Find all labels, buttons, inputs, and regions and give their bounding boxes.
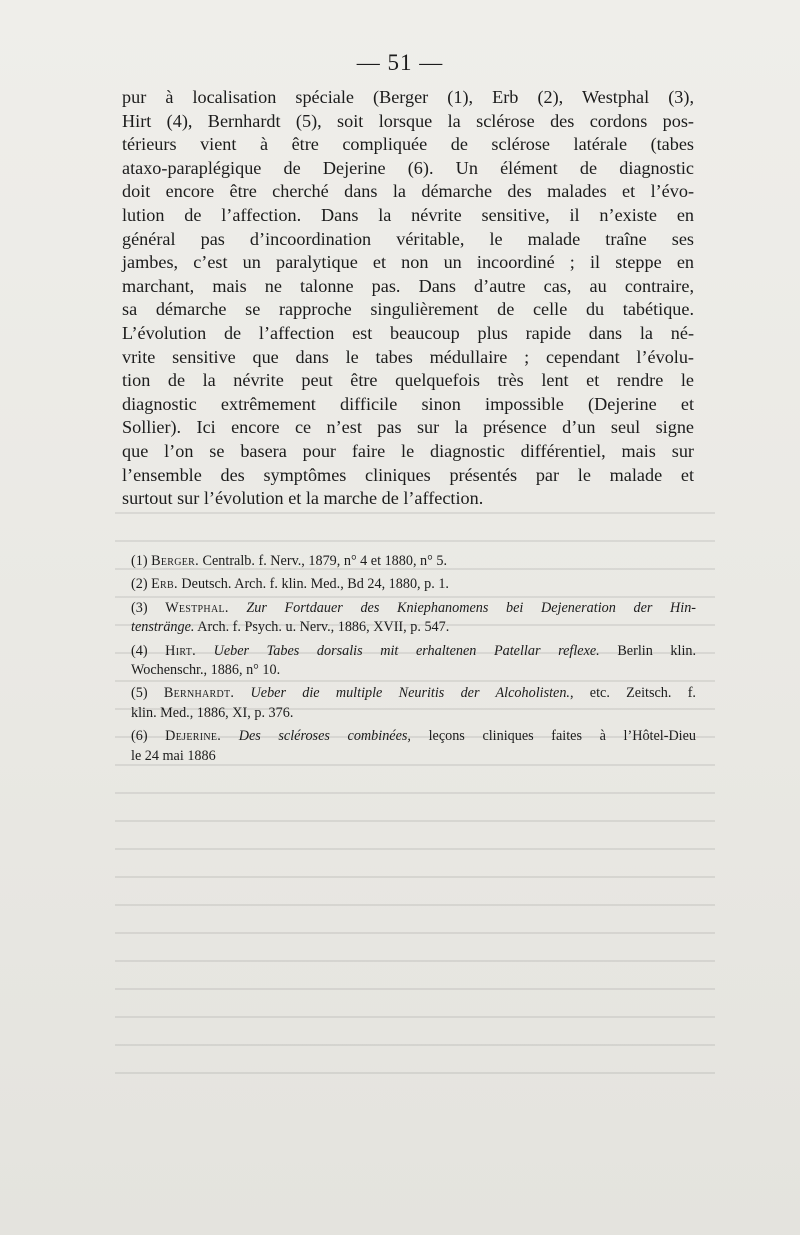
- footnote-title: Zur Fortdauer des Kniephanomens bei Dejeneration der Hin-: [246, 599, 697, 616]
- body-line: L’évolution de l’affection est beaucoup plus rapide dans la né-: [122, 322, 694, 343]
- body-line: surtout sur l’évolution et la marche de l’affection.: [122, 488, 484, 509]
- footnote-author: Bernhardt.: [163, 685, 235, 702]
- footnote-number: (1): [131, 553, 148, 569]
- footnote-title: tenstränge.: [131, 619, 195, 636]
- footnote-1: [131, 552, 696, 571]
- footnote-4: [131, 642, 696, 681]
- footnote-author: Dejerine.: [165, 728, 222, 745]
- body-line: que l’on se basera pour faire le diagnostic différentiel, mais sur: [122, 440, 694, 461]
- body-line: térieurs vient à être compliquée de sclérose latérale (tabes: [122, 134, 694, 155]
- footnote-number: (4): [131, 642, 148, 659]
- footnote-title: Ueber die multiple Neuritis der Alcoholisten.: [250, 685, 570, 702]
- footnote-text: Deutsch. Arch. f. klin. Med., Bd 24, 1880, p. 1.: [181, 576, 449, 593]
- footnote-author: Berger.: [151, 553, 199, 569]
- footnote-number: (6): [131, 728, 148, 745]
- footnote-text: Arch. f. Psych. u. Nerv., 1886, XVII, p. 547.: [197, 619, 450, 636]
- footnote-author: Erb.: [151, 576, 178, 593]
- body-line: diagnostic extrêmement difficile sinon impossible (Dejerine et: [122, 393, 694, 414]
- body-line: ataxo-paraplégique de Dejerine (6). Un élément de diagnostic: [122, 157, 694, 178]
- body-line: sa démarche se rapproche singulièrement de celle du tabétique.: [122, 299, 694, 320]
- footnote-number: (3): [131, 599, 148, 616]
- body-line: général pas d’incoordination véritable, le malade traîne ses: [122, 228, 694, 249]
- body-line: Hirt (4), Bernhardt (5), soit lorsque la sclérose des cordons pos-: [122, 110, 694, 131]
- footnote-text: le 24 mai 1886: [131, 747, 216, 764]
- body-line: Sollier). Ici encore ce n’est pas sur la présence d’un seul signe: [122, 417, 694, 438]
- footnote-title: Ueber Tabes dorsalis mit erhaltenen Patellar reflexe.: [213, 642, 600, 659]
- body-line: tion de la névrite peut être quelquefois très lent et rendre le: [122, 370, 694, 391]
- page-number: — 51 —: [356, 50, 444, 75]
- body-paragraph: [122, 86, 694, 511]
- footnote-text: leçons cliniques faites à l’Hôtel-Dieu: [428, 728, 697, 745]
- footnote-author: Westphal.: [165, 599, 229, 616]
- footnote-text: , etc. Zeitsch. f.: [569, 685, 696, 702]
- footnote-text: klin. Med., 1886, XI, p. 376.: [131, 704, 294, 721]
- footnote-text: Centralb. f. Nerv., 1879, n° 4 et 1880, n° 5.: [202, 553, 448, 569]
- body-line: l’ensemble des symptômes cliniques présentés par le malade et: [122, 464, 694, 485]
- footnote-number: (2): [131, 576, 148, 593]
- body-line: lution de l’affection. Dans la névrite sensitive, il n’existe en: [122, 204, 694, 225]
- footnote-6: [131, 727, 696, 766]
- body-line: marchant, mais ne talonne pas. Dans d’autre cas, au contraire,: [122, 275, 694, 296]
- body-line: pur à localisation spéciale (Berger (1), Erb (2), Westphal (3),: [122, 87, 694, 107]
- footnote-title: Des scléroses combinées,: [238, 728, 411, 745]
- footnote-2: [131, 575, 696, 594]
- body-line: vrite sensitive que dans le tabes médullaire ; cependant l’évolu-: [122, 346, 694, 367]
- footnotes: [131, 552, 696, 770]
- footnote-text: Berlin klin.: [617, 642, 697, 659]
- body-line: doit encore être cherché dans la démarche des malades et l’évo-: [122, 181, 694, 202]
- footnote-text: Wochenschr., 1886, n° 10.: [131, 662, 281, 679]
- footnote-5: [131, 684, 696, 723]
- footnote-3: [131, 599, 696, 638]
- footnote-author: Hirt.: [165, 642, 196, 659]
- footnote-number: (5): [131, 685, 148, 702]
- body-line: jambes, c’est un paralytique et non un incoordiné ; il steppe en: [122, 252, 694, 273]
